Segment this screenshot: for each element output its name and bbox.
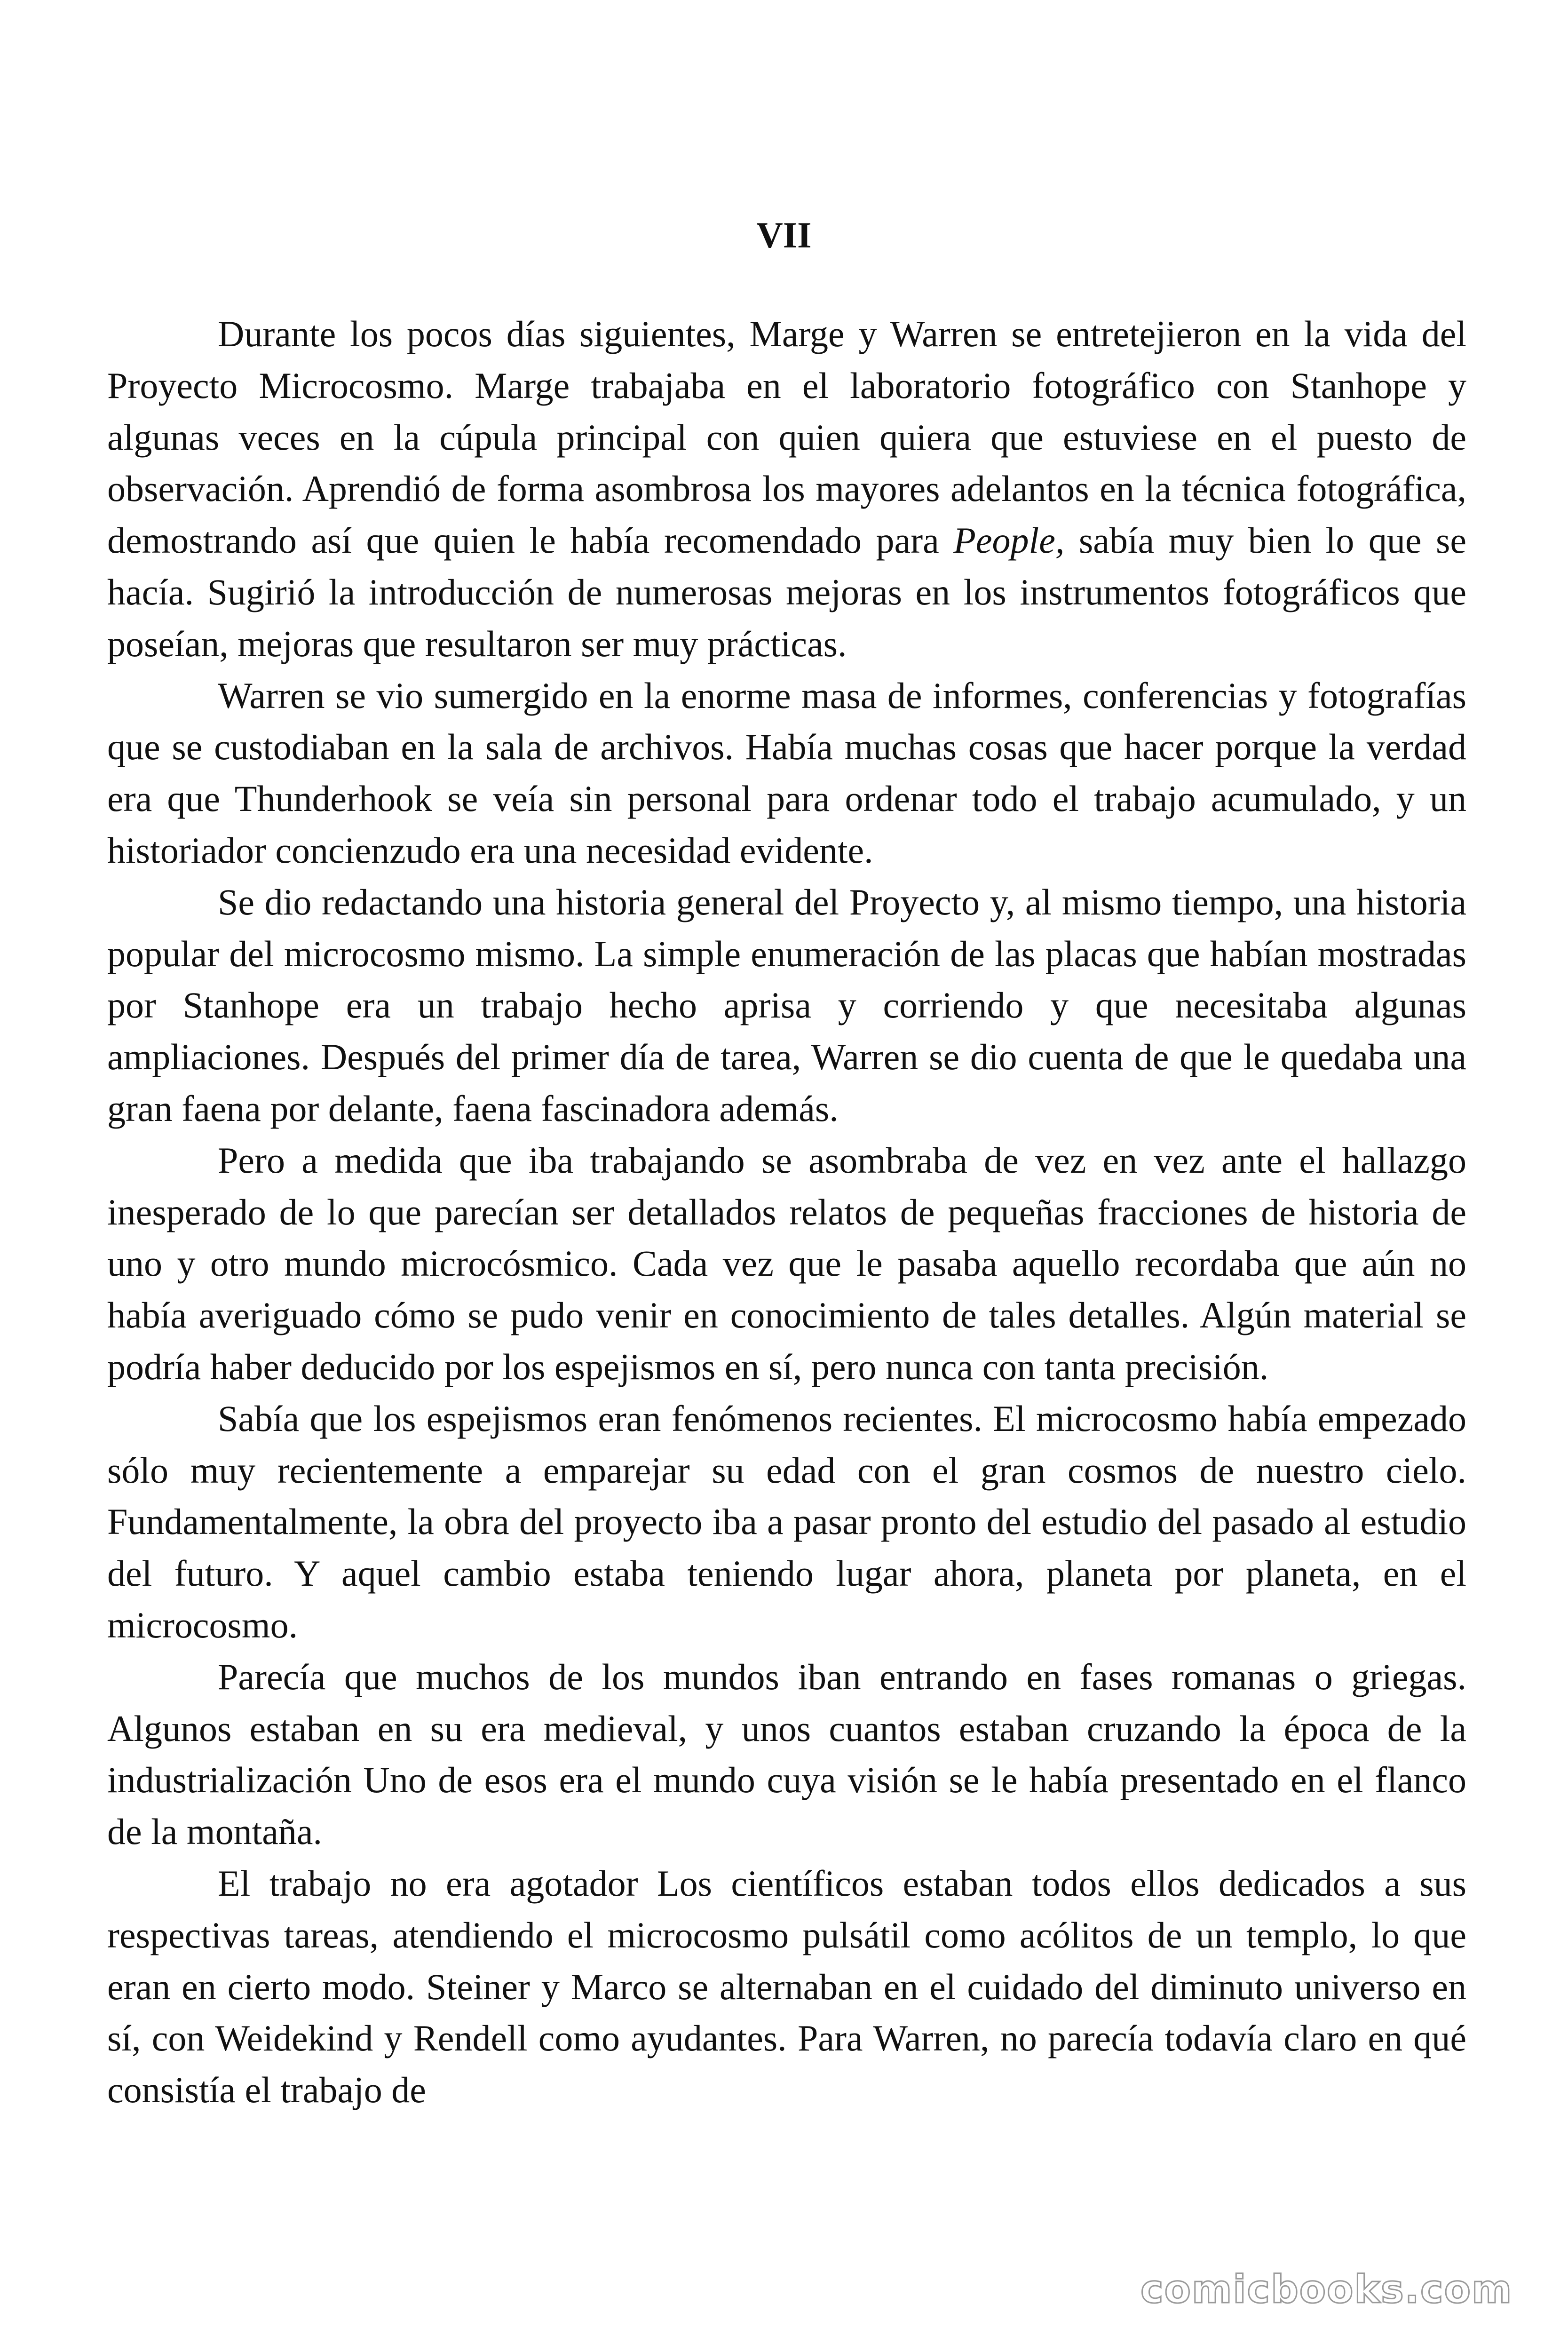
magazine-title-italic: People, <box>953 520 1065 561</box>
paragraph-2: Warren se vio sumergido en la enorme masa de informes, conferencias y fotografías que se custodiaban en la sala de archivos. Había muchas cosas que hacer porque la verdad era que Thunderhook se veía sin personal para ordenar todo el trabajo acumulado, y un historiador concienzudo era una necesidad evidente. <box>107 675 1466 871</box>
paragraph-4: Pero a medida que iba trabajando se asombraba de vez en vez ante el hallazgo inesperado de lo que parecían ser detallados relatos de pequeñas fracciones de historia de uno y otro mundo microcósmico. Cada vez que le pasaba aquello recordaba que aún no había averiguado cómo se pudo venir en conocimiento de tales detalles. Algún material se podría haber deducido por los espejismos en sí, pero nunca con tanta precisión. <box>107 1139 1466 1387</box>
paragraph-6: Parecía que muchos de los mundos iban entrando en fases romanas o griegas. Algunos estaban en su era medieval, y unos cuantos estaban cruzando la época de la industrialización Uno de esos era el mundo cuya visión se le había presentado en el flanco de la montaña. <box>107 1656 1466 1852</box>
paragraph-1 <box>107 308 1466 670</box>
paragraph-1-text-before: Durante los pocos días siguientes, Marge y Warren se entretejieron en la vida del Proyecto Microcosmo. Marge trabajaba en el laboratorio fotográfico con Stanhope y algunas veces en la cúpula principal con quien quiera que estuviese en el puesto de observación. Aprendió de forma asombrosa los mayores adelantos en la técnica fotográfica, demostrando así que quien le había recomendado para <box>107 313 1466 561</box>
paragraph-5: Sabía que los espejismos eran fenómenos recientes. El microcosmo había empezado sólo muy recientemente a emparejar su edad con el gran cosmos de nuestro cielo. Fundamentalmente, la obra del proyecto iba a pasar pronto del estudio del pasado al estudio del futuro. Y aquel cambio estaba teniendo lugar ahora, planeta por planeta, en el microcosmo. <box>107 1398 1466 1645</box>
chapter-body <box>107 308 1466 2116</box>
paragraph-1-text-after: sabía muy bien lo que se hacía. Sugirió la introducción de numerosas mejoras en los instrumentos fotográficos que poseían, mejoras que resultaron ser muy prácticas. <box>107 520 1467 664</box>
chapter-heading: VII <box>756 215 812 255</box>
paragraph-3: Se dio redactando una historia general del Proyecto y, al mismo tiempo, una historia popular del microcosmo mismo. La simple enumeración de las placas que habían mostradas por Stanhope era un trabajo hecho aprisa y corriendo y que necesitaba algunas ampliaciones. Después del primer día de tarea, Warren se dio cuenta de que le quedaba una gran faena por delante, faena fascinadora además. <box>107 881 1466 1129</box>
site-watermark: comicbooks.com <box>1140 2267 1513 2312</box>
paragraph-7: El trabajo no era agotador Los científicos estaban todos ellos dedicados a sus respectivas tareas, atendiendo el microcosmo pulsátil como acólitos de un templo, lo que eran en cierto modo. Steiner y Marco se alternaban en el cuidado del diminuto universo en sí, con Weidekind y Rendell como ayudantes. Para Warren, no parecía todavía claro en qué consistía el trabajo de <box>107 1862 1466 2111</box>
